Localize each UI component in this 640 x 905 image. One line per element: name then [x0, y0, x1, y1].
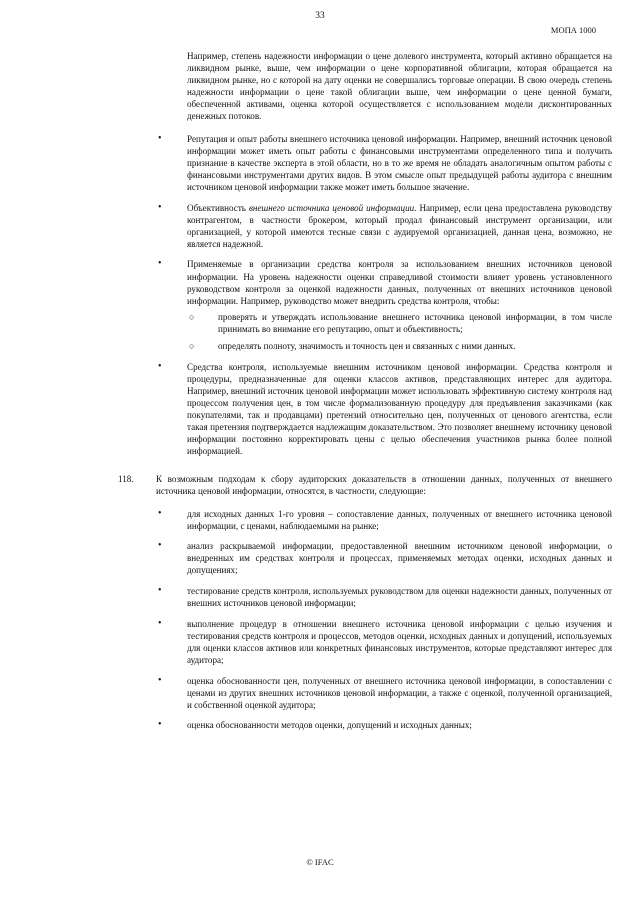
bullet-icon: •: [158, 507, 162, 519]
list-item-text-end: . Например, если цена предоставлена руководству контрагентом, в частности брокером, который продал финансовый инструмент организации, или организацией, у которой имеются тесные связи с аудируемой организацией, данная цена, возможно, не является надежной.: [187, 202, 612, 249]
list-item-text: Средства контроля, используемые внешним источником ценовой информации. Средства контроля и процедуры, предназначенные для оценки классов активов, представляющих интерес для аудитора. Например, внешний источник ценовой информации может использовать эффективную систему контроля над процессом получения цен, в том числе формализованную процедуру для предъявления заказчиками (как покупателями, так и продавцами) претензий относительно цен, полученных от ценового агентства, если такая претензия подтверждается надлежащим доказательством. Это позволяет внешнему источнику ценовой информации постоянно корректировать цены с целью обеспечения участников рынка более полной информацией.: [187, 361, 612, 457]
list-item-text: Применяемые в организации средства контроля за использованием внешних источников ценовой информации. На уровень надежности оценки справедливой стоимости влияет уровень установленного руководством контроля за оценкой надежности данных, полученных от внешних источников ценовой информации. Например, руководство может внедрить средства контроля, чтобы:: [187, 259, 612, 306]
list-item-text: для исходных данных 1-го уровня – сопоставление данных, полученных от внешнего источника ценовой информации, с ценами, наблюдаемыми на рынке;: [187, 508, 612, 531]
list-item: [118, 675, 612, 711]
bullet-icon: •: [158, 201, 162, 213]
list-item: [118, 508, 612, 532]
bullet-icon: •: [158, 258, 162, 270]
bullet-icon: •: [158, 360, 162, 372]
bullet-icon: •: [158, 674, 162, 686]
list-item: [118, 585, 612, 609]
footer-copyright: © IFAC: [306, 857, 334, 867]
paragraph-text: К возможным подходам к сбору аудиторских доказательств в отношении данных, полученных от внешнего источника ценовой информации, относятся, в частности, следующие:: [156, 474, 612, 497]
list-item: [118, 719, 612, 731]
list-item-text-start: Объективность: [187, 202, 249, 213]
bullet-icon: •: [158, 132, 162, 144]
list-item-emphasis: внешнего источника ценовой информации: [248, 202, 415, 213]
bullet-icon: •: [158, 617, 162, 629]
document-code: МОПА 1000: [550, 25, 596, 35]
list-item-text: оценка обоснованности методов оценки, допущений и исходных данных;: [187, 720, 472, 731]
list-item: [118, 202, 612, 250]
sub-list-item: [187, 311, 612, 335]
document-body: [118, 50, 612, 740]
list-item: [118, 133, 612, 193]
list-item: [118, 540, 612, 576]
page-number: 33: [315, 11, 325, 21]
list-item: [118, 618, 612, 666]
list-item-text: [187, 202, 612, 250]
paragraph-number: 118.: [118, 474, 134, 485]
list-item-text: выполнение процедур в отношении внешнего источника ценовой информации с целью изучения и тестирования средств контроля и процессов, методов оценки, исходных данных и допущений, используемых для оценки классов активов или конкретных финансовых инструментов, которые представляют интерес для аудитора;: [187, 618, 612, 665]
sub-list-item-text: проверять и утверждать использование внешнего источника ценовой информации, в том числе принимать во внимание его репутацию, опыт и объективность;: [218, 311, 612, 334]
intro-paragraph: Например, степень надежности информации о цене долевого инструмента, который активно обращается на ликвидном рынке, выше, чем информации о цене корпоративной облигации, которая обращается на ликвидном рынке, но с которой на дату оценки не совершались торговые операции. В свою очередь степень надежности информации о цене такой облигации выше, чем информации о цене ценной бумаги, обеспеченной активами, оценка которой осуществляется с использованием модели дисконтированных денежных потоков.: [187, 51, 612, 122]
list-item-text: тестирование средств контроля, используемых руководством для оценки надежности данных, полученных от внешних источников ценовой информации;: [187, 585, 612, 609]
sub-list-item-text: определять полноту, значимость и точность цен и связанных с ними данных.: [218, 340, 516, 351]
circle-bullet-icon: ○: [189, 340, 195, 351]
list-item: [118, 361, 612, 458]
bullet-icon: •: [158, 540, 162, 552]
sub-list-item: [187, 340, 612, 352]
bullet-icon: •: [158, 584, 162, 596]
list-item-text: оценка обоснованности цен, полученных от внешнего источника ценовой информации, в сопоставлении с ценами из других внешних источников ценовой информации, а также с оценкой, полученной организацией, и собственной оценкой аудитора;: [187, 675, 612, 710]
paragraph-118: [118, 473, 612, 497]
list-item-text: Репутация и опыт работы внешнего источника ценовой информации. Например, внешний источник ценовой информации может иметь опыт работы с финансовыми инструментами определенного типа и получить признание в качестве эксперта в этой области, но в то же время не обладать аналогичным опытом работы с финансовыми инструментами других видов. В этом смысле опыт предыдущей работы аудитора с внешним источником ценовой информации также может иметь большое значение.: [187, 133, 612, 192]
bullet-icon: •: [158, 719, 162, 731]
circle-bullet-icon: ○: [189, 311, 195, 322]
list-item: [118, 258, 612, 352]
list-item-text: анализ раскрываемой информации, предоставленной внешним источником ценовой информации, о внедренных им средствах контроля и процессах, применяемых методах оценки, исходных данных и допущениях;: [187, 541, 612, 576]
